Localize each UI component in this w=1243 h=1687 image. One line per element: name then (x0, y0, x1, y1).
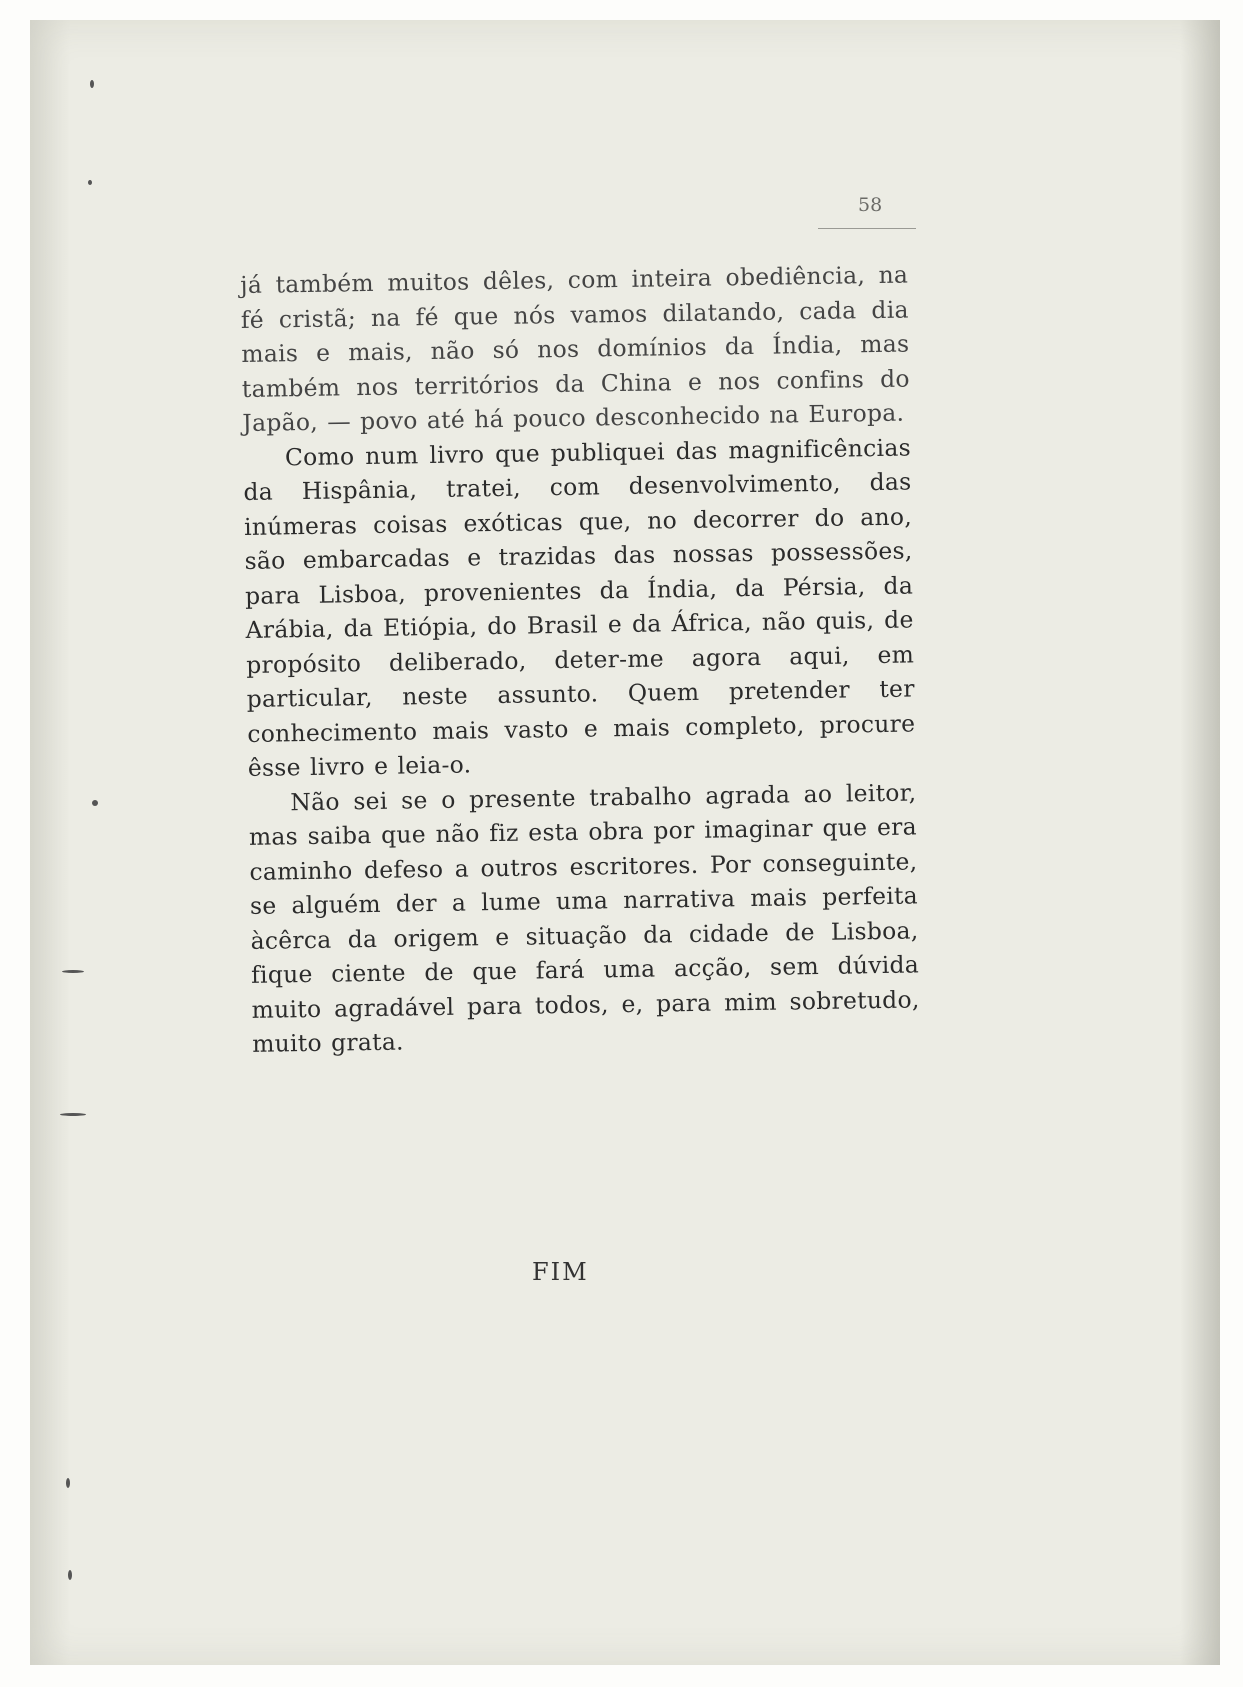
margin-speck (62, 970, 84, 973)
margin-speck (90, 80, 94, 88)
paragraph-3: Não sei se o presente trabalho agrada ao leitor, mas saiba que não fiz esta obra por imaginar que era caminho defeso a outros escritores. Por conseguinte, se alguém der a lume uma narrativa mais perfeita àcêrca da origem e situação da cidade de Lisboa, fique ciente de que fará uma acção, sem dúvida muito agradável para todos, e, para mim sobretudo, muito grata. (248, 777, 920, 1058)
margin-speck (68, 1570, 72, 1580)
sheet-right-edge (1180, 20, 1220, 1665)
margin-speck (66, 1478, 70, 1488)
page-number-rule (818, 228, 916, 229)
end-mark: FIM (532, 1258, 589, 1286)
margin-speck (92, 800, 98, 806)
margin-speck (60, 1113, 86, 1116)
margin-speck (88, 180, 92, 185)
body-text (240, 258, 920, 1062)
paragraph-2: Como num livro que publiquei das magnificências da Hispânia, tratei, com desenvolvimento, das inúmeras coisas exóticas que, no decorrer do ano, são embarcadas e trazidas das nossas possessões, para Lisboa, provenientes da Índia, da Pérsia, da Arábia, da Etiópia, do Brasil e da África, não quis, de propósito deliberado, deter-me agora aqui, em particular, neste assunto. Quem pretender ter conhecimento mais vasto e mais completo, procure êsse livro e leia-o. (243, 432, 916, 782)
sheet-left-edge (30, 20, 70, 1665)
paragraph-1: já também muitos dêles, com inteira obediência, na fé cristã; na fé que nós vamos dilatando, cada dia mais e mais, não só nos domínios da Índia, mas também nos territórios da China e nos confins do Japão, — povo até há pouco desconhecido na Europa. (240, 260, 911, 437)
page-number: 58 (858, 194, 883, 216)
